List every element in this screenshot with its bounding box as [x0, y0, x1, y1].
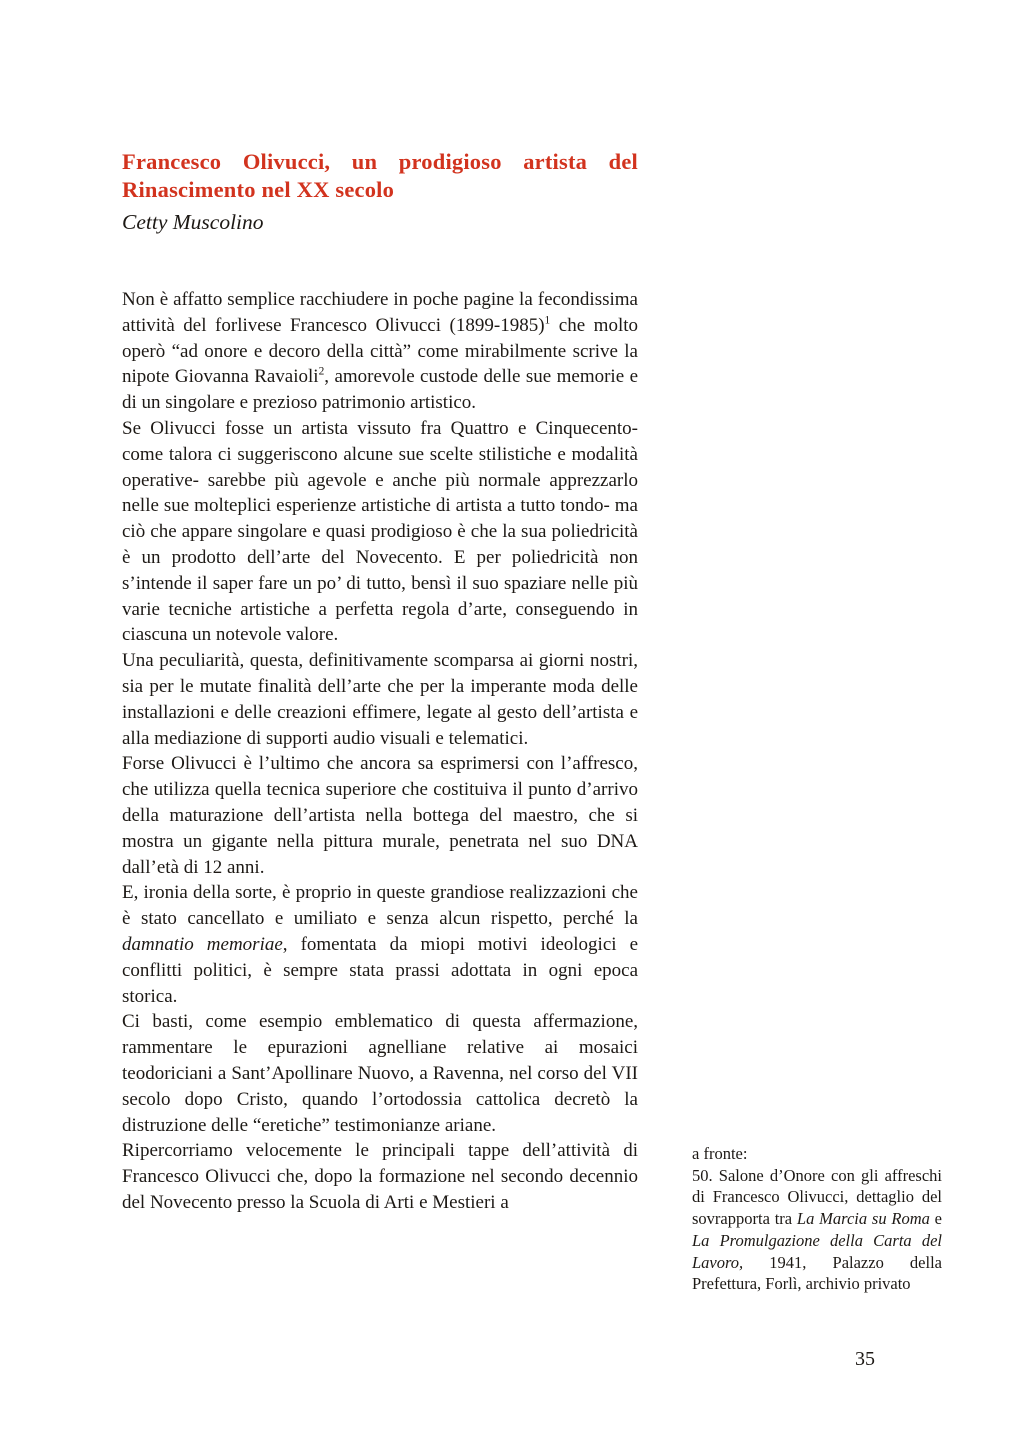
text-segment: Forse Olivucci è l’ultimo che ancora sa esprimersi con l’affresco, che utilizza quella tecnica superiore che costituiva il punto d’arrivo della maturazione dell’artista nella bottega del maestro, che si mostra un gigante nella pittura murale, penetrata nel suo DNA dall’età di 12 anni.: [122, 753, 638, 878]
caption-intro: a fronte:: [692, 1144, 748, 1163]
article-title: Francesco Olivucci, un prodigioso artista del Rinascimento nel XX secolo: [122, 149, 638, 202]
footnote-marker: 1: [544, 314, 551, 327]
text-segment: damnatio memoriae: [122, 933, 283, 955]
article-column: [122, 148, 638, 1216]
text-segment: La Marcia su Roma: [796, 1209, 930, 1229]
text-segment: 50. Salone d’Onore con gli affreschi di Francesco Olivucci, dettaglio del sovrapporta tra: [692, 1165, 942, 1229]
body-paragraph: [122, 648, 638, 751]
body-paragraph: [122, 1138, 638, 1215]
text-segment: Non è affatto semplice racchiudere in poche pagine la fecondissima attività del forlivese Francesco Olivucci (1899-1985): [122, 289, 638, 336]
body-paragraph: [122, 287, 638, 416]
text-segment: La Promulgazione della Carta del Lavoro,: [692, 1230, 942, 1272]
text-segment: che molto operò “ad onore e decoro della città” come mirabilmente scrive la nipote Giovanna Ravaioli: [122, 314, 638, 388]
text-segment: , amorevole custode delle sue memorie e di un singolare e prezioso patrimonio artistico.: [122, 366, 638, 414]
article-body: [122, 287, 638, 1216]
article-author: Cetty Muscolino: [122, 210, 264, 234]
text-segment: , fomentata da miopi motivi ideologici e conflitti politici, è sempre stata prassi adottata in ogni epoca storica.: [122, 933, 638, 1007]
figure-caption: [692, 1143, 942, 1295]
text-segment: e: [929, 1209, 943, 1229]
body-paragraph: [122, 416, 638, 648]
text-segment: Ci basti, come esempio emblematico di questa affermazione, rammentare le epurazioni agnelliane relative ai mosaici teodoriciani a Sant’Apollinare Nuovo, a Ravenna, nel corso del VII secolo dopo Cristo, quando l’ortodossia cattolica decretò la distruzione delle “eretiche” testimonianze ariane.: [122, 1011, 638, 1136]
text-segment: Una peculiarità, questa, definitivamente scomparsa ai giorni nostri, sia per le mutate finalità dell’arte che per la imperante moda delle installazioni e delle creazioni effimere, legate al gesto dell’artista e alla mediazione di supporti audio visuali e telematici.: [122, 650, 638, 749]
body-paragraph: [122, 880, 638, 1009]
text-segment: 1941, Palazzo della Prefettura, Forlì, archivio privato: [692, 1252, 942, 1294]
body-paragraph: [122, 751, 638, 880]
footnote-marker: 2: [318, 366, 325, 379]
body-paragraph: [122, 1009, 638, 1138]
text-segment: Ripercorriamo velocemente le principali tappe dell’attività di Francesco Olivucci che, dopo la formazione nel secondo decennio del Novecento presso la Scuola di Arti e Mestieri a: [122, 1140, 638, 1213]
page-number: 35: [855, 1348, 875, 1370]
text-segment: Se Olivucci fosse un artista vissuto fra Quattro e Cinquecento- come talora ci suggeriscono alcune sue scelte stilistiche e modalità operative- sarebbe più agevole e anche più normale apprezzarlo nelle sue molteplici esperienze artistiche di artista a tutto tondo- ma ciò che appare singolare e quasi prodigioso è che la sua poliedricità è un prodotto dell’arte del Novecento. E per poliedricità non s’intende il saper fare un po’ di tutto, bensì il suo spaziare nelle più varie tecniche artistiche a perfetta regola d’arte, conseguendo in ciascuna un notevole valore.: [122, 417, 638, 646]
caption-text: [692, 1165, 942, 1295]
text-segment: E, ironia della sorte, è proprio in queste grandiose realizzazioni che è stato cancellato e umiliato e senza alcun rispetto, perché la: [122, 882, 638, 930]
